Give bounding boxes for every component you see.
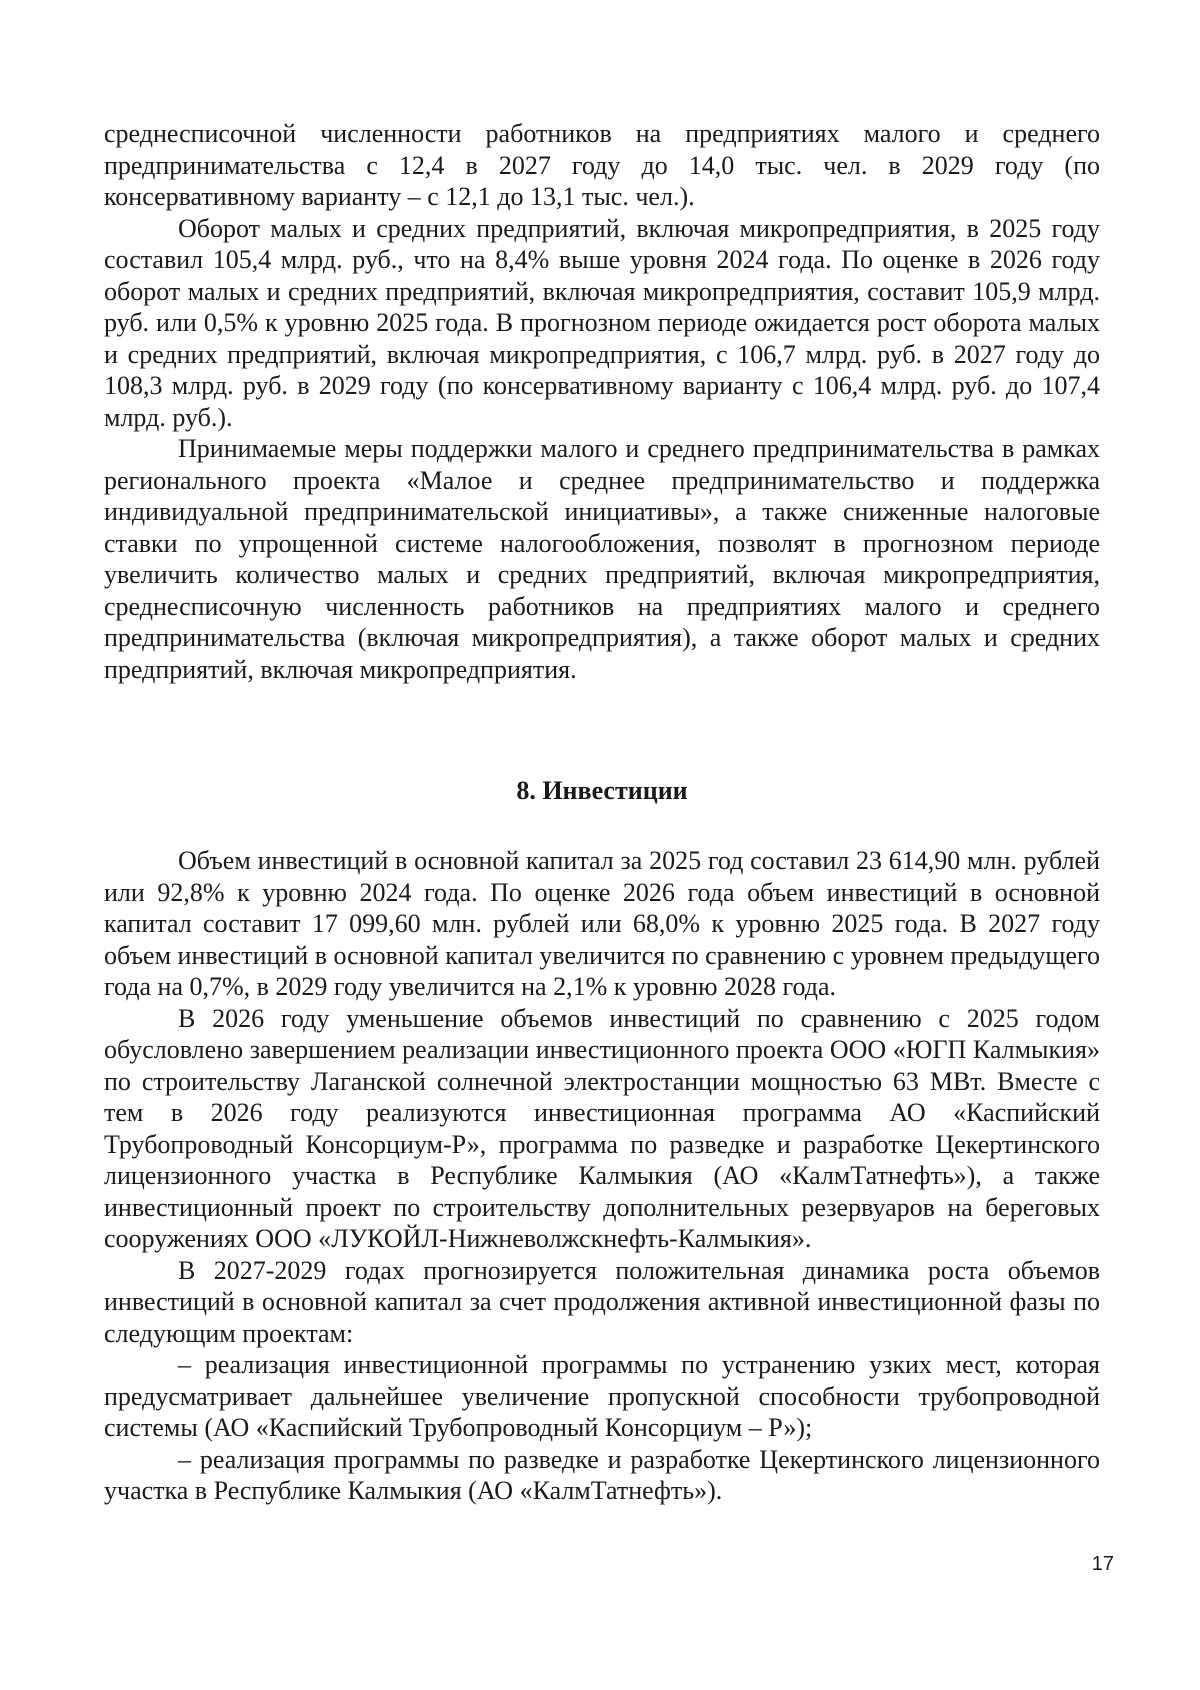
paragraph-investment-decrease: В 2026 году уменьшение объемов инвестиций по сравнению с 2025 годом обусловлено завершением реализации инвестиционного проекта ООО «ЮГП Калмыкия» по строительству Лаганской солнечной электростанции мощностью 63 МВт. Вместе с тем в 2026 году реализуются инвестиционная программа АО «Каспийский Трубопроводный Консорциум-Р», программа по разведке и разработке Цекертинского лицензионного участка в Республике Калмыкия (АО «КалмТатнефть»), а также инвестиционный проект по строительству дополнительных резервуаров на береговых сооружениях ООО «ЛУКОЙЛ-Нижневолжскнефть-Калмыкия». xyxy=(104,1003,1100,1253)
paragraph-smb-turnover: Оборот малых и средних предприятий, включая микропредприятия, в 2025 году составил 105,4 млрд. руб., что на 8,4% выше уровня 2024 года. По оценке в 2026 году оборот малых и средних предприятий, включая микропредприятия, составит 105,9 млрд. руб. или 0,5% к уровню 2025 года. В прогнозном периоде ожидается рост оборота малых и средних предприятий, включая микропредприятия, с 106,7 млрд. руб. в 2027 году до 108,3 млрд. руб. в 2029 году (по консервативному варианту с 106,4 млрд. руб. до 107,4 млрд. руб.). xyxy=(104,213,1100,432)
list-item-ktk-program: – реализация инвестиционной программы по устранению узких мест, которая предусматривает дальнейшее увеличение пропускной способности трубопроводной системы (АО «Каспийский Трубопроводный Консорциум – Р»); xyxy=(104,1350,1100,1442)
paragraph-investment-volume: Объем инвестиций в основной капитал за 2025 год составил 23 614,90 млн. рублей или 92,8% к уровню 2024 года. По оценке 2026 года объем инвестиций в основной капитал составит 17 099,60 млн. рублей или 68,0% к уровню 2025 года. В 2027 году объем инвестиций в основной капитал увеличится по сравнению с уровнем предыдущего года на 0,7%, в 2029 году увеличится на 2,1% к уровню 2028 года. xyxy=(104,846,1100,1001)
paragraph-investment-forecast: В 2027-2029 годах прогнозируется положительная динамика роста объемов инвестиций в основной капитал за счет продолжения активной инвестиционной фазы по следующим проектам: xyxy=(104,1255,1100,1348)
paragraph-employment-continuation: среднесписочной численности работников на предприятиях малого и среднего предпринимательства с 12,4 в 2027 году до 14,0 тыс. чел. в 2029 году (по консервативному варианту – с 12,1 до 13,1 тыс. чел.). xyxy=(104,119,1100,211)
smb-section-text xyxy=(104,118,1100,685)
list-item-tsekertinsky-program: – реализация программы по разведке и разработке Цекертинского лицензионного участка в Республике Калмыкия (АО «КалмТатнефть»). xyxy=(104,1444,1100,1505)
section-heading-investments: 8. Инвестиции xyxy=(516,776,688,805)
paragraph-smb-support: Принимаемые меры поддержки малого и среднего предпринимательства в рамках регионального проекта «Малое и среднее предпринимательство и поддержка индивидуальной предпринимательской инициативы», а также сниженные налоговые ставки по упрощенной системе налогообложения, позволят в прогнозном периоде увеличить количество малых и средних предприятий, включая микропредприятия, среднесписочную численность работников на предприятиях малого и среднего предпринимательства (включая микропредприятия), а также оборот малых и средних предприятий, включая микропредприятия. xyxy=(104,434,1100,684)
investments-section-text xyxy=(104,845,1100,1507)
page-number: 17 xyxy=(1091,1553,1114,1575)
